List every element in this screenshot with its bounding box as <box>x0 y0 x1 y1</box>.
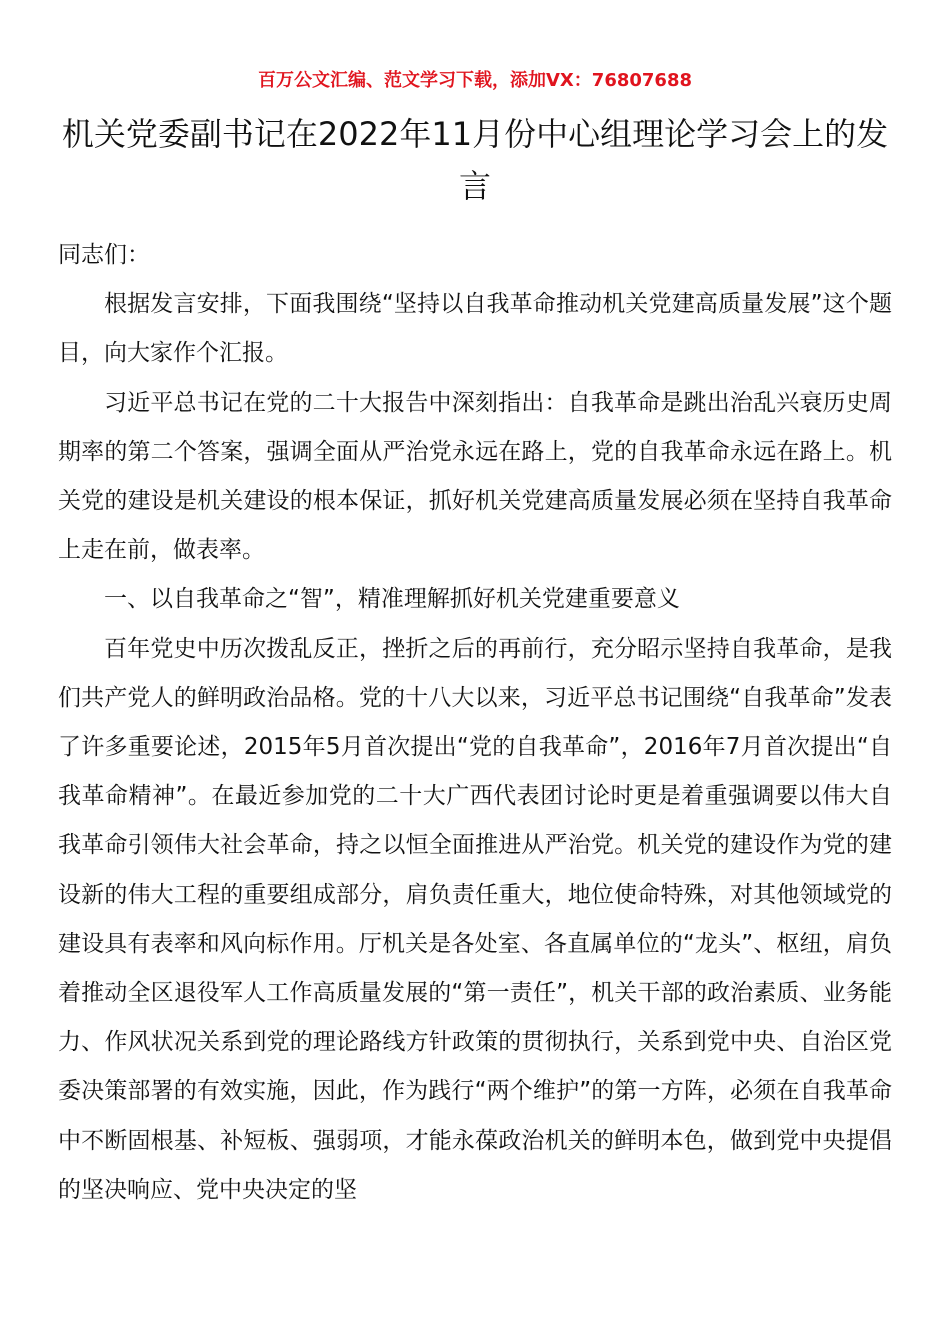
section-heading-1: 一、以自我革命之“智”，精准理解抓好机关党建重要意义 <box>104 586 680 613</box>
watermark-banner: 百万公文汇编、范文学习下载，添加VX：76807688 <box>257 70 692 91</box>
paragraph-intro: 根据发言安排，下面我围绕“坚持以自我革命推动机关党建高质量发展”这个题目，向大家作个汇报。 <box>58 291 892 367</box>
document-body <box>58 231 892 1215</box>
paragraph-section-1: 百年党史中历次拨乱反正，挫折之后的再前行，充分昭示坚持自我革命，是我们共产党人的鲜明政治品格。党的十八大以来，习近平总书记围绕“自我革命”发表了许多重要论述，2015年5月首次提出“党的自我革命”，2016年7月首次提出“自我革命精神”。在最近参加党的二十大广西代表团讨论时更是着重强调要以伟大自我革命引领伟大社会革命，持之以恒全面推进从严治党。机关党的建设作为党的建设新的伟大工程的重要组成部分，肩负责任重大，地位使命特殊，对其他领域党的建设具有表率和风向标作用。厅机关是各处室、各直属单位的“龙头”、枢纽，肩负着推动全区退役军人工作高质量发展的“第一责任”，机关干部的政治素质、业务能力、作风状况关系到党的理论路线方针政策的贯彻执行，关系到党中央、自治区党委决策部署的有效实施，因此，作为践行“两个维护”的第一方阵，必须在自我革命中不断固根基、补短板、强弱项，才能永葆政治机关的鲜明本色，做到党中央提倡的坚决响应、党中央决定的坚 <box>58 635 892 1203</box>
paragraph-background: 习近平总书记在党的二十大报告中深刻指出：自我革命是跳出治乱兴衰历史周期率的第二个答案，强调全面从严治党永远在路上，党的自我革命永远在路上。机关党的建设是机关建设的根本保证，抓好机关党建高质量发展必须在坚持自我革命上走在前，做表率。 <box>58 389 892 564</box>
salutation: 同志们： <box>58 242 150 268</box>
document-title: 机关党委副书记在2022年11月份中心组理论学习会上的发言 <box>61 115 889 205</box>
